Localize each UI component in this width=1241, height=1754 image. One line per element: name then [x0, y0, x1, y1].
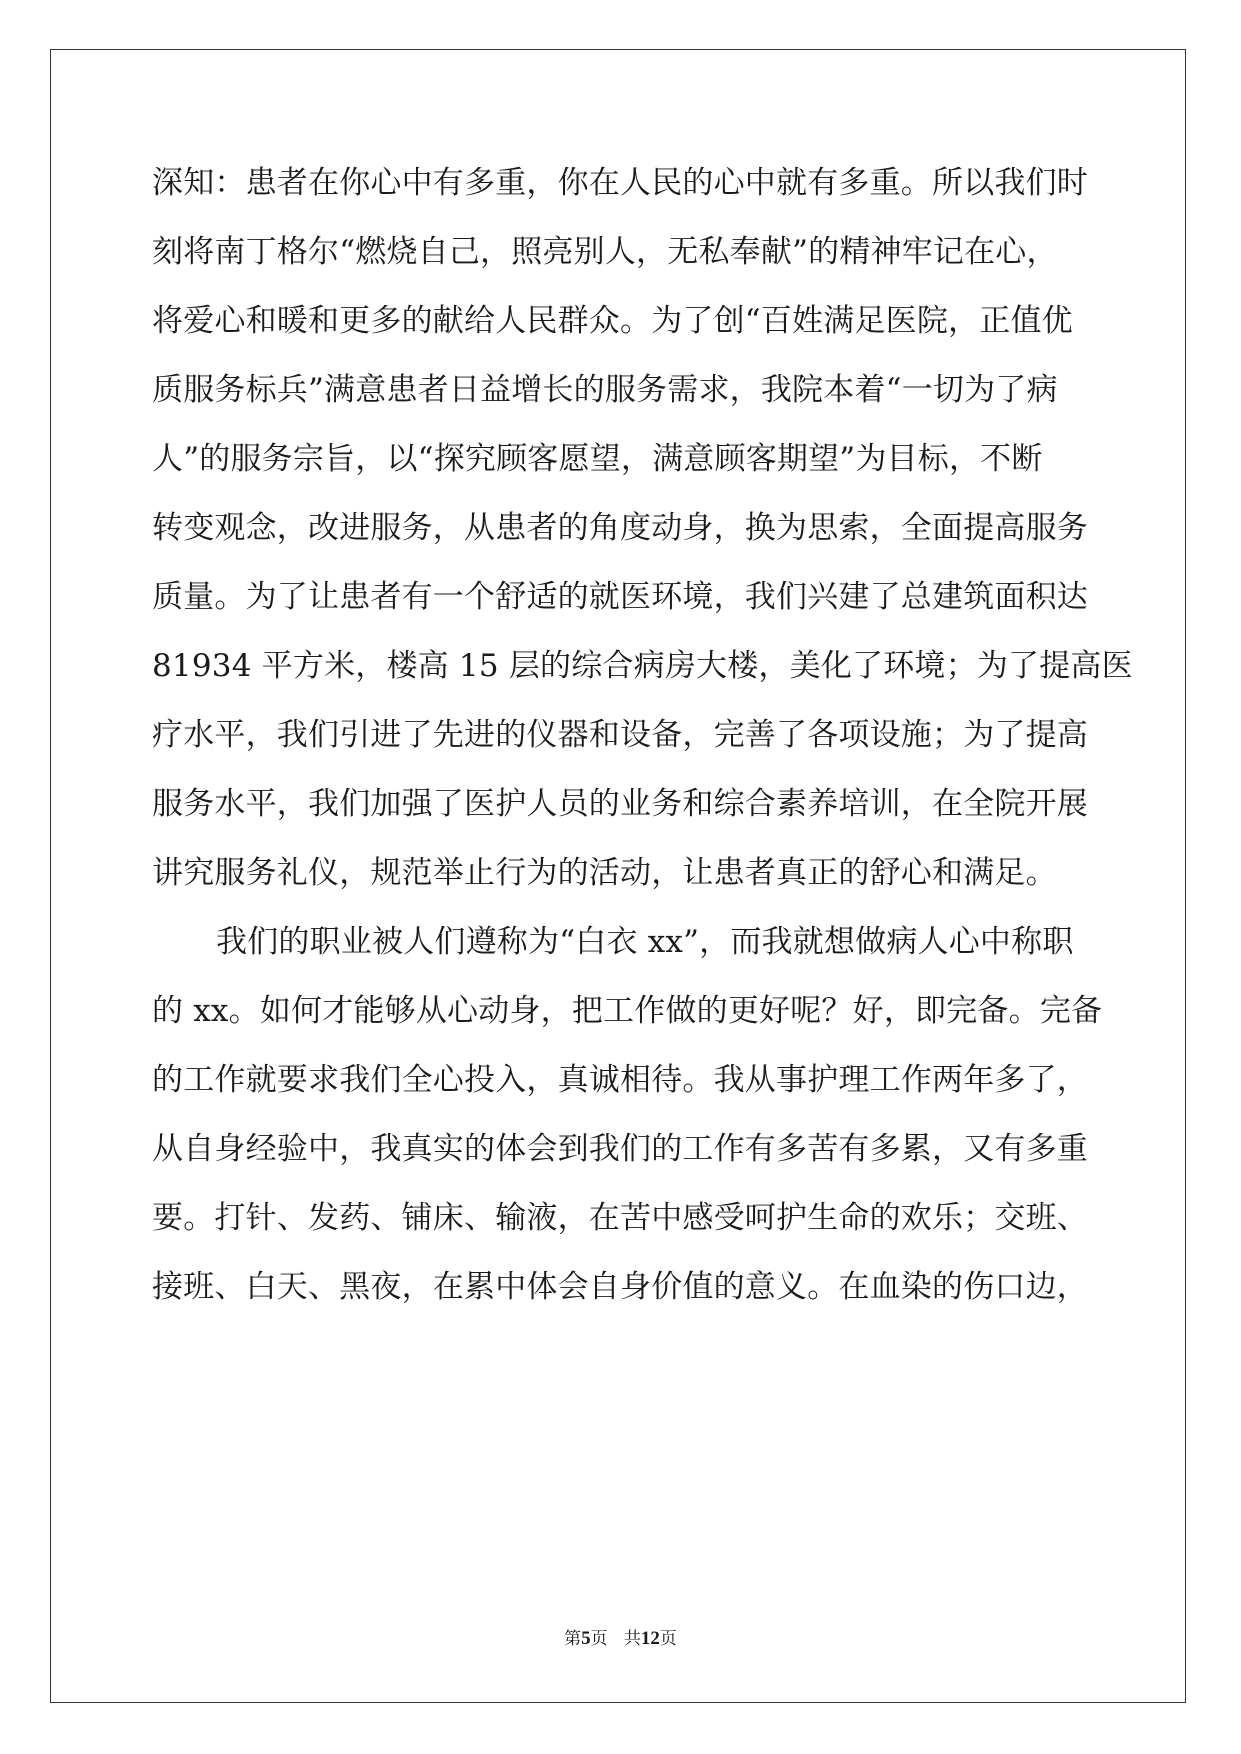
text-line: 接班、白天、黑夜，在累中体会自身价值的意义。在血染的伤口边， [152, 1269, 1088, 1305]
text-line: 讲究服务礼仪，规范举止行为的活动，让患者真正的舒心和满足。 [152, 855, 1057, 891]
text-line: 转变观念，改进服务，从患者的角度动身，换为思索，全面提高服务 [152, 510, 1088, 546]
text-line: 的 xx。如何才能够从心动身，把工作做的更好呢？好，即完备。完备 [152, 993, 1103, 1029]
text-line: 刻将南丁格尔“燃烧自己，照亮别人，无私奉献”的精神牢记在心， [152, 234, 1058, 270]
text-line: 质量。为了让患者有一个舒适的就医环境，我们兴建了总建筑面积达 [152, 579, 1088, 615]
text-line: 服务水平，我们加强了医护人员的业务和综合素养培训，在全院开展 [152, 786, 1088, 822]
footer-middle: 页 共 [590, 1629, 641, 1649]
text-line: 质服务标兵”满意患者日益增长的服务需求，我院本着“一切为了病 [152, 372, 1058, 408]
text-line: 要。打针、发药、铺床、输液，在苦中感受呵护生命的欢乐；交班、 [152, 1200, 1088, 1236]
text-line: 疗水平，我们引进了先进的仪器和设备，完善了各项设施；为了提高 [152, 717, 1088, 753]
page-footer [0, 1628, 1241, 1650]
current-page-number: 5 [581, 1628, 591, 1649]
text-line: 的工作就要求我们全心投入，真诚相待。我从事护理工作两年多了， [152, 1062, 1088, 1098]
text-line: 人”的服务宗旨，以“探究顾客愿望，满意顾客期望”为目标，不断 [152, 441, 1043, 477]
total-pages-number: 12 [640, 1628, 660, 1649]
text-line: 从自身经验中，我真实的体会到我们的工作有多苦有多累，又有多重 [152, 1131, 1088, 1167]
text-line: 深知：患者在你心中有多重，你在人民的心中就有多重。所以我们时 [152, 165, 1088, 201]
footer-prefix: 第 [564, 1629, 582, 1649]
text-line: 81934 平方米，楼高 15 层的综合病房大楼，美化了环境；为了提高医 [152, 648, 1133, 684]
text-line: 将爱心和暖和更多的献给人民群众。为了创“百姓满足医院，正值优 [152, 303, 1073, 339]
footer-suffix: 页 [659, 1629, 677, 1649]
text-line: 我们的职业被人们遵称为“白衣 xx”，而我就想做病人心中称职 [216, 924, 1074, 960]
